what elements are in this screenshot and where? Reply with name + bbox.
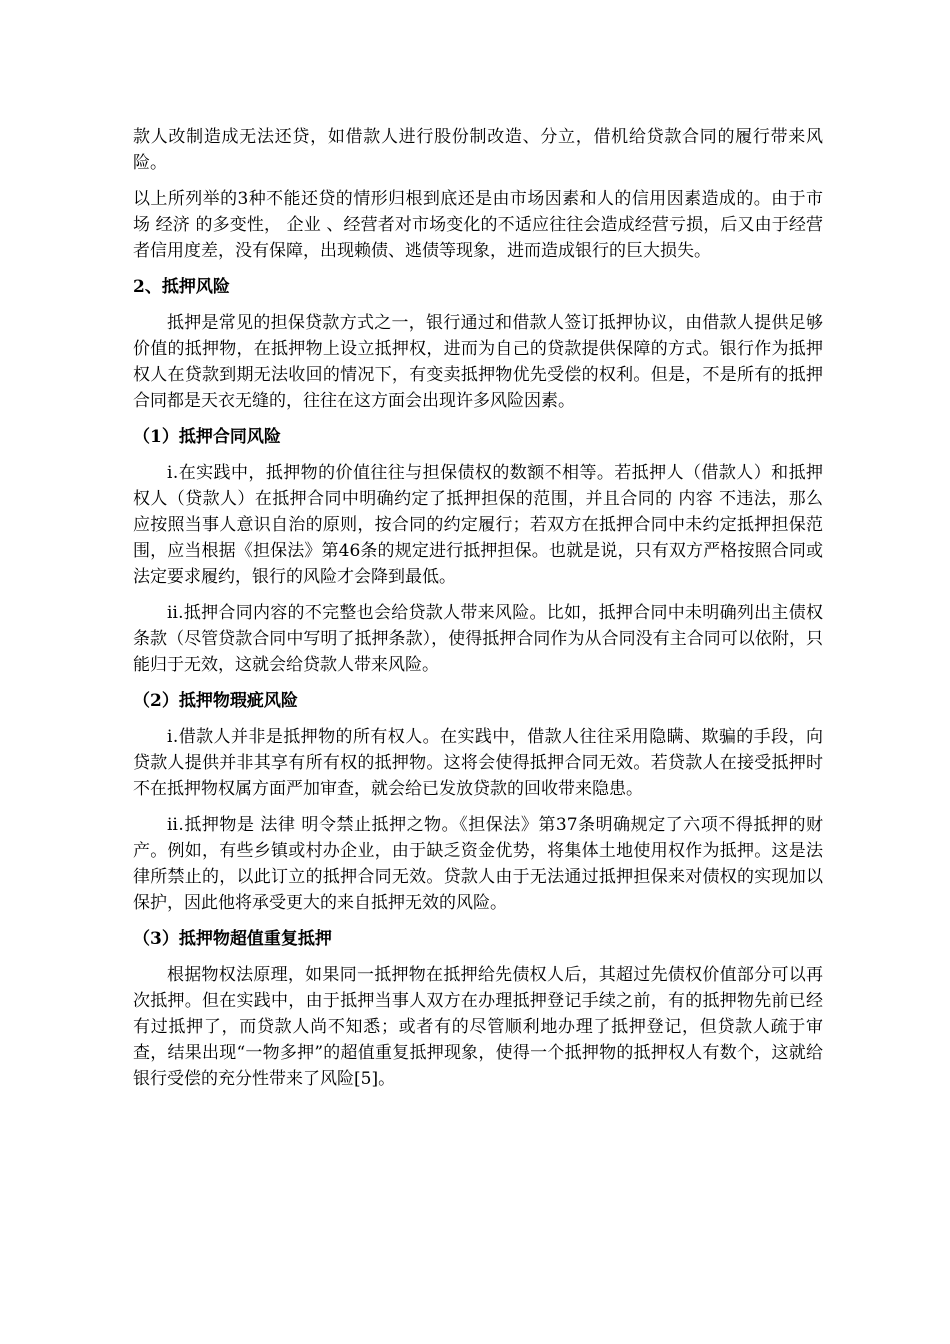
paragraph-3: 抵押是常见的担保贷款方式之一，银行通过和借款人签订抵押协议，由借款人提供足够价值的抵押物，在抵押物上设立抵押权，进而为自己的贷款提供保障的方式。银行作为抵押权人在贷款到期无法收回的情况下，有变卖抵押物优先受偿的权利。但是，不是所有的抵押合同都是天衣无缝的，往往在这方面会出现许多风险因素。 [133,313,823,411]
subsection-heading-repeat-mortgage: （3）抵押物超值重复抵押 [133,929,332,949]
paragraph-5: ⅱ.抵押合同内容的不完整也会给贷款人带来风险。比如，抵押合同中未明确列出主债权条款（尽管贷款合同中写明了抵押条款），使得抵押合同作为从合同没有主合同可以依附，只能归于无效，这就会给贷款人带来风险。 [133,603,823,675]
paragraph-1: 款人改制造成无法还贷，如借款人进行股份制改造、分立，借机给贷款合同的履行带来风险。 [133,127,823,173]
document-body [133,124,823,1102]
paragraph-7: ⅱ.抵押物是 法律 明令禁止抵押之物。《担保法》第37条明确规定了六项不得抵押的财产。例如，有些乡镇或村办企业，由于缺乏资金优势，将集体土地使用权作为抵押。这是法律所禁止的，以此订立的抵押合同无效。贷款人由于无法通过抵押担保来对债权的实现加以保护，因此他将承受更大的来自抵押无效的风险。 [133,815,823,913]
paragraph-8: 根据物权法原理，如果同一抵押物在抵押给先债权人后，其超过先债权价值部分可以再次抵押。但在实践中，由于抵押当事人双方在办理抵押登记手续之前，有的抵押物先前已经有过抵押了，而贷款人尚不知悉；或者有的尽管顺利地办理了抵押登记，但贷款人疏于审查，结果出现“一物多押”的超值重复抵押现象，使得一个抵押物的抵押权人有数个，这就给银行受偿的充分性带来了风险[5]。 [133,965,823,1089]
section-heading-mortgage-risk: 2、抵押风险 [133,277,230,297]
subsection-heading-defect-risk: （2）抵押物瑕疵风险 [133,691,298,711]
subsection-heading-contract-risk: （1）抵押合同风险 [133,427,281,447]
paragraph-6: ⅰ.借款人并非是抵押物的所有权人。在实践中，借款人往往采用隐瞒、欺骗的手段，向贷款人提供并非其享有所有权的抵押物。这将会使得抵押合同无效。若贷款人在接受抵押时不在抵押物权属方面严加审查，就会给已发放贷款的回收带来隐患。 [133,727,823,799]
paragraph-4: ⅰ.在实践中，抵押物的价值往往与担保债权的数额不相等。若抵押人（借款人）和抵押权人（贷款人）在抵押合同中明确约定了抵押担保的范围，并且合同的 内容 不违法，那么应按照当事人意识自治的原则，按合同的约定履行；若双方在抵押合同中未约定抵押担保范围，应当根据《担保法》第46条的规定进行抵押担保。也就是说，只有双方严格按照合同或法定要求履约，银行的风险才会降到最低。 [133,463,823,587]
paragraph-2: 以上所列举的3种不能还贷的情形归根到底还是由市场因素和人的信用因素造成的。由于市场 经济 的多变性， 企业 、经营者对市场变化的不适应往往会造成经营亏损，后又由于经营者信用度差，没有保障，出现赖债、逃债等现象，进而造成银行的巨大损失。 [133,189,823,261]
